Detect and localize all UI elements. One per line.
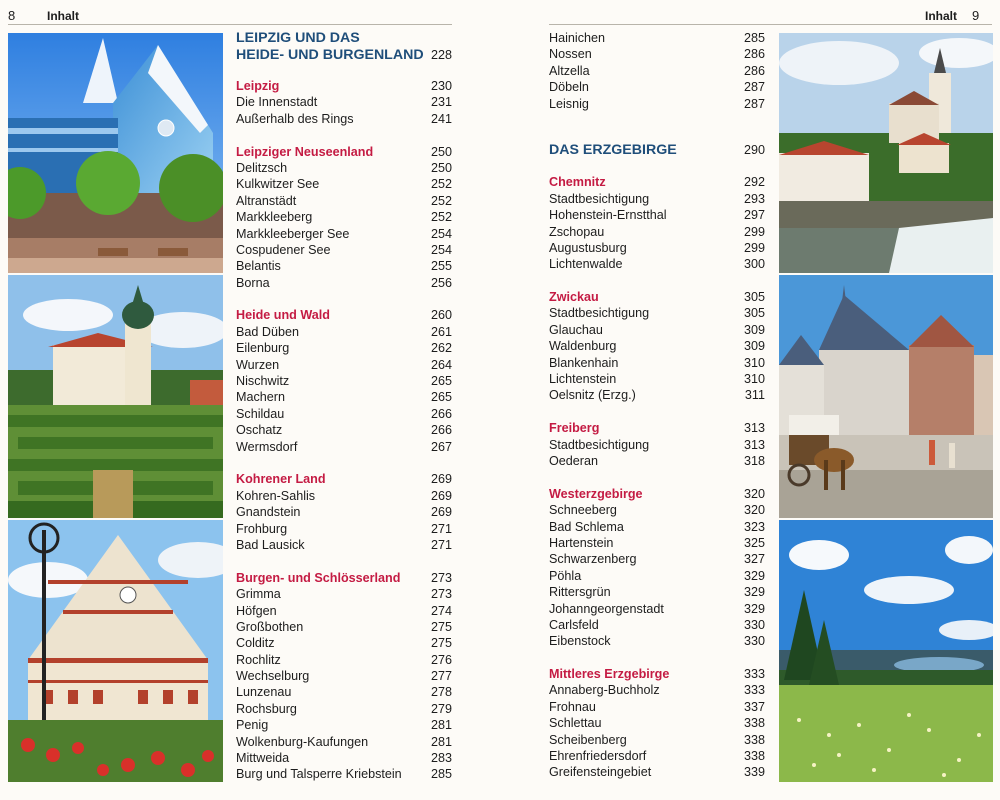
page-number: 297 bbox=[743, 208, 765, 223]
page-number: 300 bbox=[743, 257, 765, 272]
region-heading-line1: LEIPZIG UND DAS bbox=[236, 30, 360, 46]
entry-title: Wechselburg bbox=[236, 669, 310, 684]
entry-title: Rochlitz bbox=[236, 652, 281, 667]
entry-title: Pöhla bbox=[549, 568, 582, 583]
entry-title: Außerhalb des Rings bbox=[236, 111, 354, 126]
entry-title: Borna bbox=[236, 275, 270, 290]
photo-castle-hedge-maze bbox=[8, 275, 223, 518]
entry-title: Markkleeberg bbox=[236, 210, 313, 225]
page-number: 310 bbox=[743, 355, 765, 370]
toc-entry-cospudener-see[interactable] bbox=[236, 242, 452, 258]
page-number: 310 bbox=[743, 372, 765, 387]
toc-entry-stadtbesichtigung[interactable] bbox=[549, 437, 765, 453]
section-title: Freiberg bbox=[549, 421, 600, 436]
page-number: 299 bbox=[743, 240, 765, 255]
entry-title: Großbothen bbox=[236, 619, 304, 634]
page-number: 273 bbox=[430, 570, 452, 585]
entry-title: Altranstädt bbox=[236, 193, 297, 208]
toc-entry-annaberg-buchholz[interactable] bbox=[549, 682, 765, 698]
entry-title: Kulkwitzer See bbox=[236, 177, 320, 192]
page-number: 309 bbox=[743, 339, 765, 354]
entry-title: Annaberg-Buchholz bbox=[549, 683, 660, 698]
entry-title: Altzella bbox=[549, 63, 590, 78]
page-number: 285 bbox=[743, 31, 765, 45]
page-number: 299 bbox=[743, 224, 765, 239]
left-header-label: Inhalt bbox=[47, 9, 79, 23]
entry-title: Wolkenburg-Kaufungen bbox=[236, 734, 369, 749]
section-title: Chemnitz bbox=[549, 175, 606, 190]
toc-entry-greifensteingebiet[interactable] bbox=[549, 764, 765, 780]
section-title: Leipziger Neuseenland bbox=[236, 144, 374, 159]
entry-title: Bad Schlema bbox=[549, 519, 624, 534]
page-number: 293 bbox=[743, 191, 765, 206]
page-number: 287 bbox=[743, 96, 765, 111]
entry-title: Schneeberg bbox=[549, 503, 617, 518]
page-number: 267 bbox=[430, 439, 452, 454]
page-number: 269 bbox=[430, 505, 452, 520]
entry-title: Belantis bbox=[236, 259, 281, 274]
toc-entry-bad-schlema[interactable] bbox=[549, 519, 765, 535]
entry-title: Bad Düben bbox=[236, 324, 300, 339]
page-number: 281 bbox=[430, 718, 452, 733]
entry-title: Delitzsch bbox=[236, 160, 288, 175]
page-number: 286 bbox=[743, 47, 765, 62]
toc-entry-delitzsch[interactable] bbox=[236, 160, 452, 176]
page-number: 271 bbox=[430, 537, 452, 552]
page-number: 313 bbox=[743, 421, 765, 436]
entry-title: Rittersgrün bbox=[549, 585, 611, 600]
page-number: 313 bbox=[743, 437, 765, 452]
entry-title: Schwarzenberg bbox=[549, 552, 637, 567]
entry-title: Stadtbesichtigung bbox=[549, 437, 650, 452]
entry-title: Eilenburg bbox=[236, 341, 290, 356]
page-number: 266 bbox=[430, 406, 452, 421]
toc-entry-penig[interactable] bbox=[236, 717, 452, 733]
page-number: 281 bbox=[430, 734, 452, 749]
toc-entry-oschatz[interactable] bbox=[236, 422, 452, 438]
entry-title: Lichtenstein bbox=[549, 372, 617, 387]
page-number: 305 bbox=[743, 306, 765, 321]
entry-title: Hohenstein-Ernstthal bbox=[549, 208, 667, 223]
page-number: 231 bbox=[430, 95, 452, 110]
left-header-rule bbox=[8, 24, 452, 25]
entry-title: Wurzen bbox=[236, 357, 280, 372]
page-number: 279 bbox=[430, 701, 452, 716]
page-number: 230 bbox=[430, 79, 452, 93]
entry-title: Oschatz bbox=[236, 423, 283, 438]
toc-entry-ehrenfriedersdorf[interactable] bbox=[549, 748, 765, 764]
entry-title: Ehrenfriedersdorf bbox=[549, 749, 647, 764]
toc-entry-die-innenstadt[interactable] bbox=[236, 94, 452, 110]
page-number: 265 bbox=[430, 374, 452, 389]
toc-entry-kohren-sahlis[interactable] bbox=[236, 488, 452, 504]
entry-title: Nischwitz bbox=[236, 374, 290, 389]
toc-entry-augustusburg[interactable] bbox=[549, 240, 765, 256]
region-page: 290 bbox=[743, 143, 765, 158]
toc-entry-wechselburg[interactable] bbox=[236, 668, 452, 684]
entry-title: Machern bbox=[236, 390, 285, 405]
page-number: 265 bbox=[430, 390, 452, 405]
entry-title: Penig bbox=[236, 718, 269, 733]
page-number: 252 bbox=[430, 193, 452, 208]
toc-entry-wermsdorf[interactable] bbox=[236, 439, 452, 455]
toc-entry-gnandstein[interactable] bbox=[236, 504, 452, 520]
toc-entry-hohenstein-ernstthal[interactable] bbox=[549, 207, 765, 223]
page-number: 329 bbox=[743, 601, 765, 616]
toc-entry-poehla[interactable] bbox=[549, 568, 765, 584]
entry-title: Colditz bbox=[236, 636, 275, 651]
toc-entry-grossbothen[interactable] bbox=[236, 619, 452, 635]
region-heading-erzgebirge[interactable] bbox=[549, 142, 765, 159]
toc-entry-altranstaedt[interactable] bbox=[236, 193, 452, 209]
entry-title: Höfgen bbox=[236, 603, 277, 618]
page-number: 283 bbox=[430, 751, 452, 766]
page-number: 250 bbox=[430, 144, 452, 159]
toc-entry-hartenstein[interactable] bbox=[549, 535, 765, 551]
page-number: 271 bbox=[430, 521, 452, 536]
toc-entry-rochlitz[interactable] bbox=[236, 652, 452, 668]
toc-entry-oelsnitz-erzg[interactable] bbox=[549, 387, 765, 403]
entry-title: Hainichen bbox=[549, 31, 606, 45]
toc-entry-nischwitz[interactable] bbox=[236, 373, 452, 389]
region-heading-title: DAS ERZGEBIRGE bbox=[549, 142, 677, 159]
toc-entry-frohnau[interactable] bbox=[549, 699, 765, 715]
page-number: 264 bbox=[430, 357, 452, 372]
toc-entry-scheibenberg[interactable] bbox=[549, 732, 765, 748]
toc-entry-lichtenwalde[interactable] bbox=[549, 256, 765, 272]
entry-title: Carlsfeld bbox=[549, 617, 599, 632]
toc-entry-wolkenburg-kaufungen[interactable] bbox=[236, 734, 452, 750]
entry-title: Wermsdorf bbox=[236, 439, 298, 454]
page-number: 269 bbox=[430, 488, 452, 503]
page-number: 273 bbox=[430, 587, 452, 602]
toc-entry-carlsfeld[interactable] bbox=[549, 617, 765, 633]
toc-entry-nossen[interactable] bbox=[549, 46, 765, 62]
page-number: 333 bbox=[743, 683, 765, 698]
entry-title: Johanngeorgenstadt bbox=[549, 601, 664, 616]
toc-entry-lunzenau[interactable] bbox=[236, 684, 452, 700]
toc-entry-markkleeberger-see[interactable] bbox=[236, 226, 452, 242]
page-number: 266 bbox=[430, 423, 452, 438]
toc-entry-schneeberg[interactable] bbox=[549, 502, 765, 518]
toc-entry-wurzen[interactable] bbox=[236, 357, 452, 373]
entry-title: Scheibenberg bbox=[549, 732, 627, 747]
toc-entry-kulkwitzer-see[interactable] bbox=[236, 176, 452, 192]
toc-entry-burg-und-talsperre-kriebstein[interactable] bbox=[236, 766, 452, 782]
page-number: 260 bbox=[430, 308, 452, 323]
toc-entry-bad-dueben[interactable] bbox=[236, 324, 452, 340]
page-number: 269 bbox=[430, 472, 452, 487]
section-title: Zwickau bbox=[549, 290, 599, 305]
entry-title: Eibenstock bbox=[549, 634, 611, 649]
toc-entry-stadtbesichtigung[interactable] bbox=[549, 191, 765, 207]
page-number: 278 bbox=[430, 685, 452, 700]
toc-entry-grimma[interactable] bbox=[236, 586, 452, 602]
toc-entry-bad-lausick[interactable] bbox=[236, 537, 452, 553]
toc-section-westerzgebirge[interactable] bbox=[549, 486, 765, 502]
photo-market-square-carriage bbox=[779, 275, 993, 518]
entry-title: Stadtbesichtigung bbox=[549, 306, 650, 321]
page-number: 261 bbox=[430, 324, 452, 339]
toc-section-chemnitz[interactable] bbox=[549, 174, 765, 190]
entry-title: Nossen bbox=[549, 47, 592, 62]
toc-section-leipzig[interactable] bbox=[236, 78, 452, 94]
page-number: 252 bbox=[430, 210, 452, 225]
toc-entry-waldenburg[interactable] bbox=[549, 338, 765, 354]
page-number: 320 bbox=[743, 486, 765, 501]
toc-entry-schlettau[interactable] bbox=[549, 715, 765, 731]
photo-church-river-weir bbox=[779, 33, 993, 273]
toc-right-column bbox=[549, 30, 765, 781]
page-number: 330 bbox=[743, 617, 765, 632]
toc-entry-johanngeorgenstadt[interactable] bbox=[549, 601, 765, 617]
right-page-number: 9 bbox=[972, 8, 980, 23]
page-number: 292 bbox=[743, 175, 765, 190]
page-number: 241 bbox=[430, 111, 452, 126]
section-title: Heide und Wald bbox=[236, 308, 330, 323]
toc-section-heide-und-wald[interactable] bbox=[236, 307, 452, 323]
page-number: 254 bbox=[430, 226, 452, 241]
toc-entry-rittersgruen[interactable] bbox=[549, 584, 765, 600]
page-number: 252 bbox=[430, 177, 452, 192]
section-title: Leipzig bbox=[236, 79, 280, 93]
toc-section-mittleres-erzgebirge[interactable] bbox=[549, 666, 765, 682]
toc-entry-leisnig[interactable] bbox=[549, 96, 765, 112]
toc-left-column bbox=[236, 30, 452, 783]
photo-leipzig-university bbox=[8, 33, 223, 273]
toc-entry-oederan[interactable] bbox=[549, 453, 765, 469]
page-number: 338 bbox=[743, 749, 765, 764]
toc-entry-markkleeberg[interactable] bbox=[236, 209, 452, 225]
entry-title: Oederan bbox=[549, 453, 599, 468]
page-number: 339 bbox=[743, 765, 765, 780]
page-number: 329 bbox=[743, 585, 765, 600]
entry-title: Bad Lausick bbox=[236, 537, 305, 552]
section-title: Kohrener Land bbox=[236, 472, 326, 487]
toc-section-burgen-und-schloesserland[interactable] bbox=[236, 570, 452, 586]
entry-title: Greifensteingebiet bbox=[549, 765, 652, 780]
region-heading-line2: HEIDE- UND BURGENLAND bbox=[236, 47, 424, 63]
toc-section-freiberg[interactable] bbox=[549, 420, 765, 436]
toc-entry-eilenburg[interactable] bbox=[236, 340, 452, 356]
page-number: 255 bbox=[430, 259, 452, 274]
page-number: 285 bbox=[430, 767, 452, 782]
page-number: 274 bbox=[430, 603, 452, 618]
toc-entry-belantis[interactable] bbox=[236, 258, 452, 274]
page-number: 275 bbox=[430, 636, 452, 651]
toc-entry-frohburg[interactable] bbox=[236, 521, 452, 537]
region-heading-leipzig-line2[interactable] bbox=[236, 47, 452, 64]
entry-title: Die Innenstadt bbox=[236, 95, 318, 110]
toc-entry-altzella[interactable] bbox=[549, 63, 765, 79]
entry-title: Döbeln bbox=[549, 80, 589, 95]
toc-entry-colditz[interactable] bbox=[236, 635, 452, 651]
entry-title: Waldenburg bbox=[549, 339, 617, 354]
entry-title: Burg und Talsperre Kriebstein bbox=[236, 767, 402, 782]
entry-title: Lunzenau bbox=[236, 685, 292, 700]
page-number: 325 bbox=[743, 535, 765, 550]
entry-title: Frohburg bbox=[236, 521, 288, 536]
photo-erzgebirge-meadow bbox=[779, 520, 993, 782]
page-number: 309 bbox=[743, 322, 765, 337]
page-number: 250 bbox=[430, 160, 452, 175]
entry-title: Oelsnitz (Erzg.) bbox=[549, 388, 636, 403]
page-number: 318 bbox=[743, 453, 765, 468]
section-title: Westerzgebirge bbox=[549, 486, 643, 501]
page-number: 320 bbox=[743, 503, 765, 518]
right-header-rule bbox=[549, 24, 992, 25]
entry-title: Gnandstein bbox=[236, 505, 301, 520]
region-heading-leipzig[interactable] bbox=[236, 30, 452, 47]
page-number: 338 bbox=[743, 716, 765, 731]
entry-title: Lichtenwalde bbox=[549, 257, 623, 272]
toc-entry-blankenhain[interactable] bbox=[549, 355, 765, 371]
page-number: 333 bbox=[743, 667, 765, 682]
entry-title: Cospudener See bbox=[236, 242, 331, 257]
entry-title: Frohnau bbox=[549, 699, 596, 714]
page-number: 305 bbox=[743, 290, 765, 305]
page-number: 254 bbox=[430, 242, 452, 257]
toc-section-zwickau[interactable] bbox=[549, 289, 765, 305]
entry-title: Blankenhain bbox=[549, 355, 619, 370]
page-number: 323 bbox=[743, 519, 765, 534]
entry-title: Augustusburg bbox=[549, 240, 627, 255]
toc-entry-machern[interactable] bbox=[236, 389, 452, 405]
page-number: 276 bbox=[430, 652, 452, 667]
toc-entry-rochsburg[interactable] bbox=[236, 701, 452, 717]
toc-entry-schwarzenberg[interactable] bbox=[549, 551, 765, 567]
page-number: 338 bbox=[743, 732, 765, 747]
section-title: Mittleres Erzgebirge bbox=[549, 667, 670, 682]
entry-title: Grimma bbox=[236, 587, 281, 602]
toc-entry-glauchau[interactable] bbox=[549, 322, 765, 338]
toc-entry-schildau[interactable] bbox=[236, 406, 452, 422]
toc-section-leipziger-neuseenland[interactable] bbox=[236, 144, 452, 160]
region-page: 228 bbox=[430, 48, 452, 62]
toc-entry-hainichen[interactable] bbox=[549, 30, 765, 46]
page-number: 277 bbox=[430, 669, 452, 684]
toc-section-kohrener-land[interactable] bbox=[236, 471, 452, 487]
toc-entry-borna[interactable] bbox=[236, 275, 452, 291]
entry-title: Glauchau bbox=[549, 322, 603, 337]
entry-title: Schlettau bbox=[549, 716, 602, 731]
entry-title: Hartenstein bbox=[549, 535, 614, 550]
entry-title: Stadtbesichtigung bbox=[549, 191, 650, 206]
page-number: 330 bbox=[743, 634, 765, 649]
entry-title: Kohren-Sahlis bbox=[236, 488, 316, 503]
page-number: 329 bbox=[743, 568, 765, 583]
entry-title: Mittweida bbox=[236, 751, 290, 766]
entry-title: Zschopau bbox=[549, 224, 605, 239]
page-number: 286 bbox=[743, 63, 765, 78]
section-title: Burgen- und Schlösserland bbox=[236, 570, 401, 585]
entry-title: Schildau bbox=[236, 406, 285, 421]
toc-entry-hoefgen[interactable] bbox=[236, 603, 452, 619]
entry-title: Markkleeberger See bbox=[236, 226, 350, 241]
page-number: 256 bbox=[430, 275, 452, 290]
right-header-label: Inhalt bbox=[925, 9, 957, 23]
page-number: 275 bbox=[430, 619, 452, 634]
entry-title: Rochsburg bbox=[236, 701, 297, 716]
toc-entry-eibenstock[interactable] bbox=[549, 633, 765, 649]
toc-entry-zschopau[interactable] bbox=[549, 224, 765, 240]
toc-entry-mittweida[interactable] bbox=[236, 750, 452, 766]
page-number: 337 bbox=[743, 699, 765, 714]
left-page-number: 8 bbox=[8, 8, 16, 23]
toc-entry-doebeln[interactable] bbox=[549, 79, 765, 95]
toc-entry-lichtenstein[interactable] bbox=[549, 371, 765, 387]
page-number: 327 bbox=[743, 552, 765, 567]
page-number: 287 bbox=[743, 80, 765, 95]
entry-title: Leisnig bbox=[549, 96, 589, 111]
photo-town-hall-flowers bbox=[8, 520, 223, 782]
page-number: 262 bbox=[430, 341, 452, 356]
toc-entry-stadtbesichtigung[interactable] bbox=[549, 305, 765, 321]
toc-entry-ausserhalb-des-rings[interactable] bbox=[236, 111, 452, 127]
page-number: 311 bbox=[744, 388, 765, 403]
